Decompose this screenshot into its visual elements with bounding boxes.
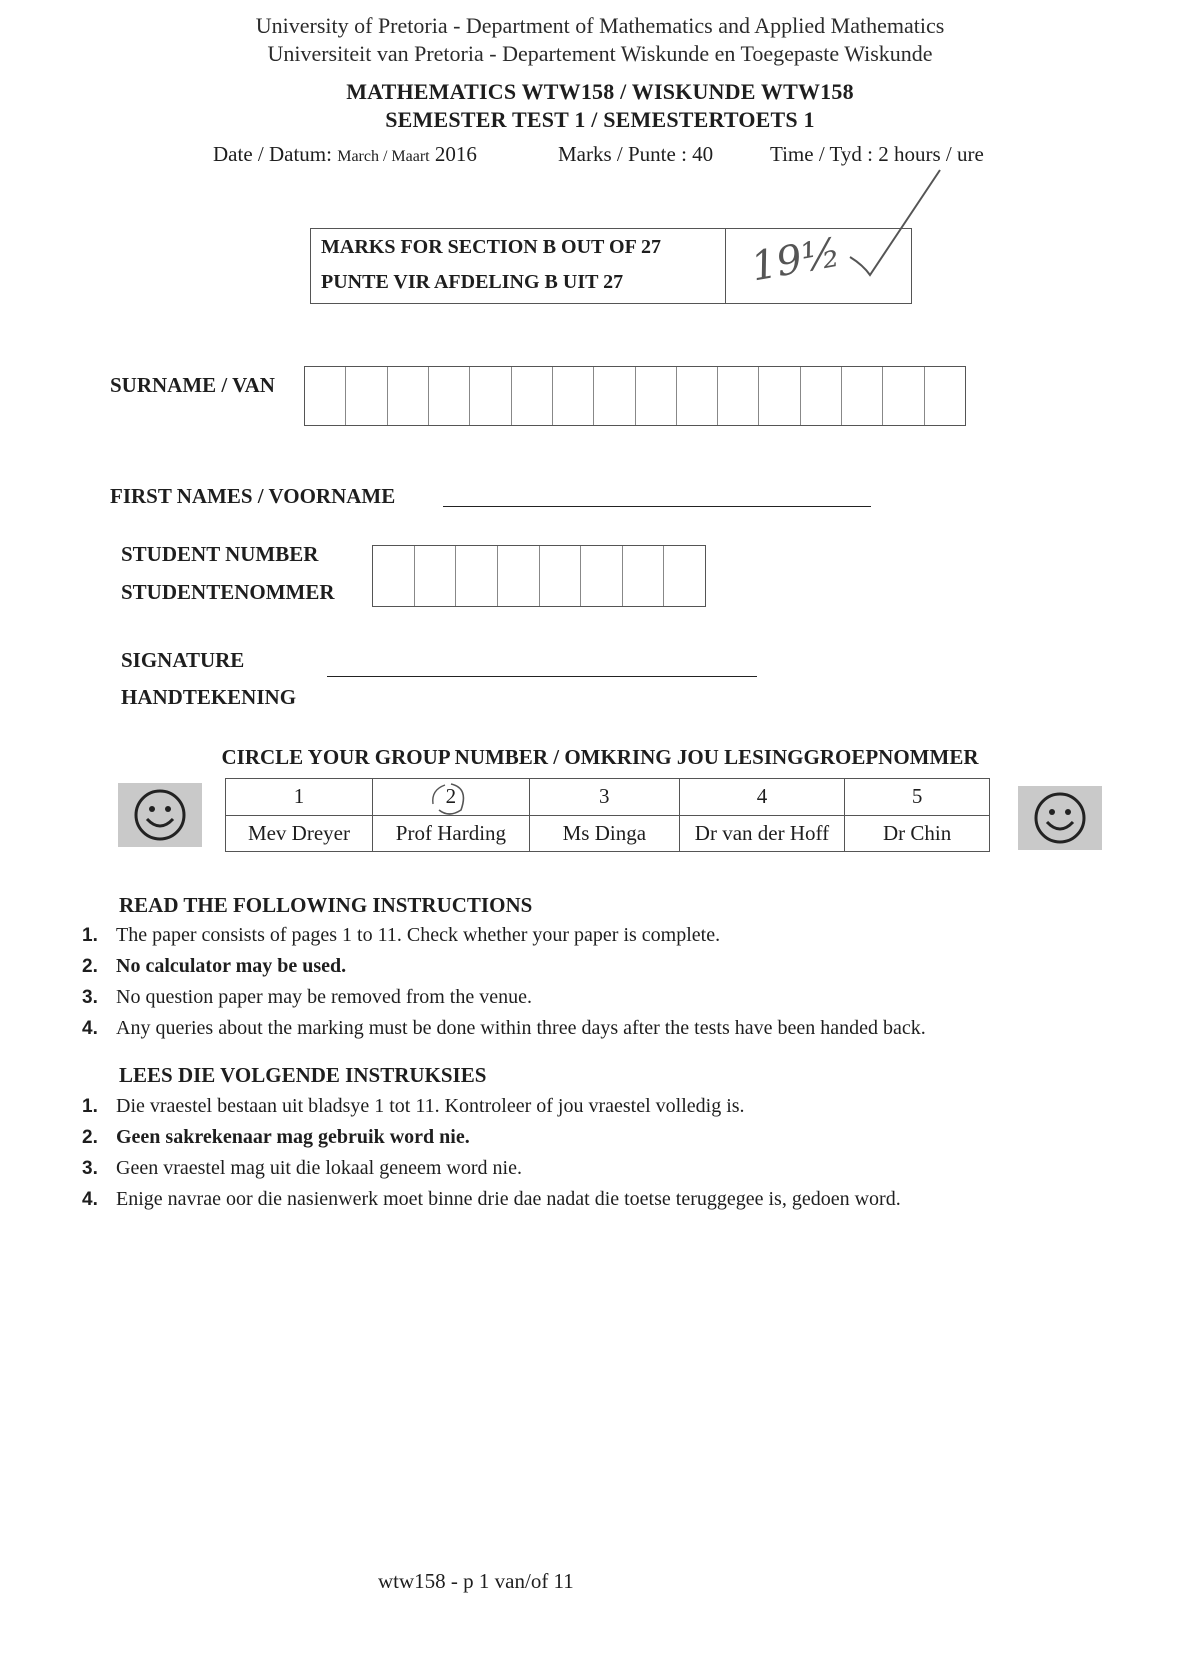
signature-line[interactable] xyxy=(327,676,757,677)
first-names-line[interactable] xyxy=(443,506,871,507)
surname-box[interactable] xyxy=(553,367,594,425)
student-number-box[interactable] xyxy=(581,546,623,606)
date-meta xyxy=(213,142,477,167)
group-number-row xyxy=(226,779,990,816)
surname-box[interactable] xyxy=(759,367,800,425)
instruction-number: 4. xyxy=(82,1018,98,1039)
instruction-number: 2. xyxy=(82,956,98,977)
group-lecturer-cell: Dr van der Hoff xyxy=(679,815,844,852)
marks-box-line-en: MARKS FOR SECTION B OUT OF 27 xyxy=(321,236,662,258)
date-month: March / Maart xyxy=(337,148,430,165)
surname-box[interactable] xyxy=(842,367,883,425)
marks-box-divider xyxy=(725,229,726,303)
group-lecturer-row xyxy=(226,815,990,852)
group-number-cell[interactable]: 3 xyxy=(529,779,679,816)
instruction-text: Geen sakrekenaar mag gebruik word nie. xyxy=(116,1126,470,1148)
student-number-box[interactable] xyxy=(540,546,582,606)
smiley-icon xyxy=(1032,790,1088,846)
handwritten-score: 19½ xyxy=(747,229,844,291)
surname-box[interactable] xyxy=(718,367,759,425)
surname-box[interactable] xyxy=(346,367,387,425)
instructions-heading-en: READ THE FOLLOWING INSTRUCTIONS xyxy=(119,893,533,917)
student-number-box[interactable] xyxy=(664,546,705,606)
course-title: MATHEMATICS WTW158 / WISKUNDE WTW158 xyxy=(346,79,854,104)
instructions-list-en xyxy=(82,920,1182,1050)
group-instruction: CIRCLE YOUR GROUP NUMBER / OMKRING JOU LESINGGROEPNOMMER xyxy=(221,745,979,769)
smiley-right xyxy=(1018,786,1102,850)
instruction-text: No question paper may be removed from the venue. xyxy=(116,986,532,1008)
instruction-number: 3. xyxy=(82,987,98,1008)
test-title: SEMESTER TEST 1 / SEMESTERTOETS 1 xyxy=(385,107,815,132)
student-number-label-en: STUDENT NUMBER xyxy=(121,542,319,566)
surname-box[interactable] xyxy=(636,367,677,425)
surname-box[interactable] xyxy=(594,367,635,425)
instructions-list-af xyxy=(82,1091,1182,1221)
smiley-icon xyxy=(132,787,188,843)
instruction-number: 1. xyxy=(82,1096,98,1117)
marks-box-line-af: PUNTE VIR AFDELING B UIT 27 xyxy=(321,271,624,293)
surname-box[interactable] xyxy=(388,367,429,425)
group-lecturer-cell: Dr Chin xyxy=(845,815,990,852)
instruction-text: No calculator may be used. xyxy=(116,955,347,977)
smiley-left xyxy=(118,783,202,847)
student-number-box[interactable] xyxy=(498,546,540,606)
student-number-box[interactable] xyxy=(415,546,457,606)
date-label: Date / Datum: xyxy=(213,142,332,166)
instructions-heading-af: LEES DIE VOLGENDE INSTRUKSIES xyxy=(119,1063,487,1087)
group-table xyxy=(225,778,990,852)
page-footer: wtw158 - p 1 van/of 11 xyxy=(378,1569,574,1593)
time-meta: Time / Tyd : 2 hours / ure xyxy=(770,142,984,166)
university-line-en: University of Pretoria - Department of Mathematics and Applied Mathematics xyxy=(255,13,945,38)
marks-box xyxy=(310,228,912,304)
surname-box[interactable] xyxy=(470,367,511,425)
surname-box[interactable] xyxy=(883,367,924,425)
group-number-cell[interactable]: 4 xyxy=(679,779,844,816)
surname-box[interactable] xyxy=(305,367,346,425)
surname-box[interactable] xyxy=(801,367,842,425)
circle-mark-icon xyxy=(421,780,477,816)
student-number-box[interactable] xyxy=(456,546,498,606)
instruction-number: 4. xyxy=(82,1189,98,1210)
marks-meta: Marks / Punte : 40 xyxy=(558,142,714,166)
surname-box[interactable] xyxy=(512,367,553,425)
student-number-label-af: STUDENTENOMMER xyxy=(121,580,335,604)
signature-label-en: SIGNATURE xyxy=(121,648,245,672)
group-lecturer-cell: Ms Dinga xyxy=(529,815,679,852)
student-number-box[interactable] xyxy=(373,546,415,606)
university-line-af: Universiteit van Pretoria - Departement Wiskunde en Toegepaste Wiskunde xyxy=(267,41,933,66)
instruction-text: Enige navrae oor die nasienwerk moet binne drie dae nadat die toetse teruggegee is, gedoen word. xyxy=(116,1188,901,1210)
group-lecturer-cell: Mev Dreyer xyxy=(226,815,373,852)
surname-label: SURNAME / VAN xyxy=(110,373,275,397)
date-year: 2016 xyxy=(434,142,477,166)
instruction-text: The paper consists of pages 1 to 11. Check whether your paper is complete. xyxy=(116,924,721,946)
surname-input-grid[interactable] xyxy=(304,366,966,426)
student-number-grid[interactable] xyxy=(372,545,706,607)
surname-box[interactable] xyxy=(677,367,718,425)
instruction-text: Geen vraestel mag uit die lokaal geneem word nie. xyxy=(116,1157,522,1179)
group-lecturer-cell: Prof Harding xyxy=(372,815,529,852)
group-number-cell[interactable]: 1 xyxy=(226,779,373,816)
first-names-label: FIRST NAMES / VOORNAME xyxy=(110,484,396,508)
surname-box[interactable] xyxy=(429,367,470,425)
student-number-box[interactable] xyxy=(623,546,665,606)
signature-label-af: HANDTEKENING xyxy=(121,685,297,709)
instruction-text: Any queries about the marking must be done within three days after the tests have been handed back. xyxy=(116,1017,926,1039)
instruction-number: 3. xyxy=(82,1158,98,1179)
instruction-number: 1. xyxy=(82,925,98,946)
group-number: 2 xyxy=(445,784,457,809)
surname-box[interactable] xyxy=(925,367,965,425)
group-number-cell[interactable]: 5 xyxy=(845,779,990,816)
instruction-number: 2. xyxy=(82,1127,98,1148)
instruction-text: Die vraestel bestaan uit bladsye 1 tot 11. Kontroleer of jou vraestel volledig is. xyxy=(116,1095,745,1117)
group-number-cell[interactable] xyxy=(372,779,529,816)
tick-mark-icon xyxy=(845,165,955,285)
